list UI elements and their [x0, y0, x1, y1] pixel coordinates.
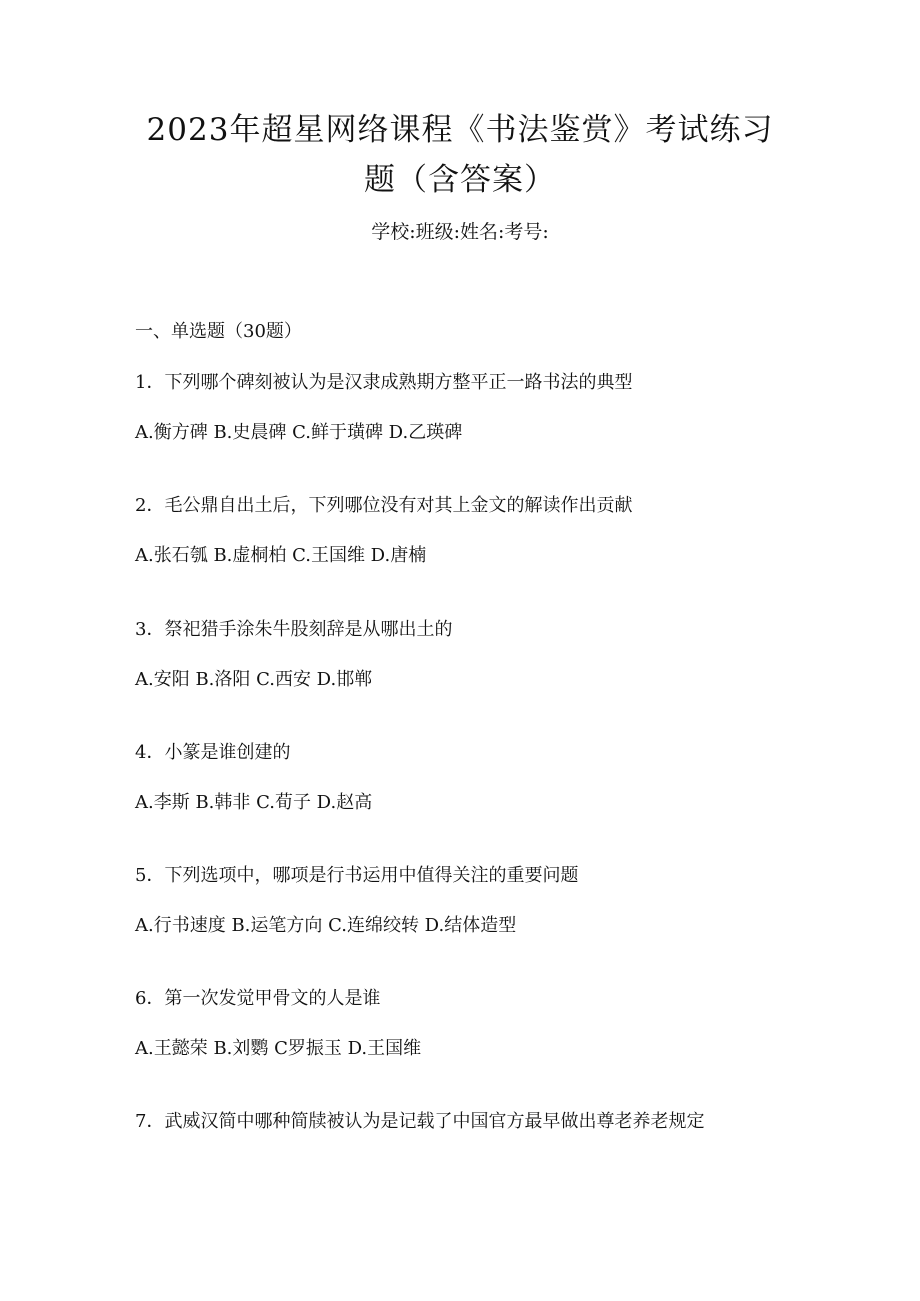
question-text: 7．武威汉简中哪种简牍被认为是记载了中国官方最早做出尊老养老规定: [135, 1111, 705, 1132]
student-info-line: 学校:班级:姓名:考号:: [371, 221, 549, 243]
question-text: 5．下列选项中，哪项是行书运用中值得关注的重要问题: [135, 865, 579, 886]
question-item: [135, 492, 815, 570]
section-heading: 一、单选题（30题）: [135, 321, 302, 342]
question-text: 4．小篆是谁创建的: [135, 742, 291, 763]
question-item: [135, 739, 815, 817]
question-text: 3．祭祀猎手涂朱牛股刻辞是从哪出土的: [135, 619, 453, 640]
title-line-2: 题（含答案）: [364, 162, 556, 198]
question-item: [135, 985, 815, 1063]
question-options: A.张石瓠 B.虚桐柏 C.王国维 D.唐楠: [135, 545, 427, 566]
question-options: A.衡方碑 B.史晨碑 C.鲜于璜碑 D.乙瑛碑: [135, 422, 463, 443]
question-item: [135, 1108, 815, 1136]
question-options: A.李斯 B.韩非 C.荀子 D.赵高: [135, 792, 373, 813]
question-options: A.安阳 B.洛阳 C.西安 D.邯郸: [135, 669, 373, 690]
question-options: A.王懿荣 B.刘鹦 C罗振玉 D.王国维: [135, 1038, 422, 1059]
question-text: 6．第一次发觉甲骨文的人是谁: [135, 988, 381, 1009]
question-options: A.行书速度 B.运笔方向 C.连绵绞转 D.结体造型: [135, 915, 517, 936]
question-item: [135, 369, 815, 447]
question-text: 1．下列哪个碑刻被认为是汉隶成熟期方整平正一路书法的典型: [135, 372, 633, 393]
question-text: 2．毛公鼎自出土后，下列哪位没有对其上金文的解读作出贡献: [135, 495, 633, 516]
question-item: [135, 862, 815, 940]
document-title: [100, 105, 820, 205]
question-item: [135, 616, 815, 694]
title-line-1: 2023年超星网络课程《书法鉴赏》考试练习: [146, 112, 774, 148]
